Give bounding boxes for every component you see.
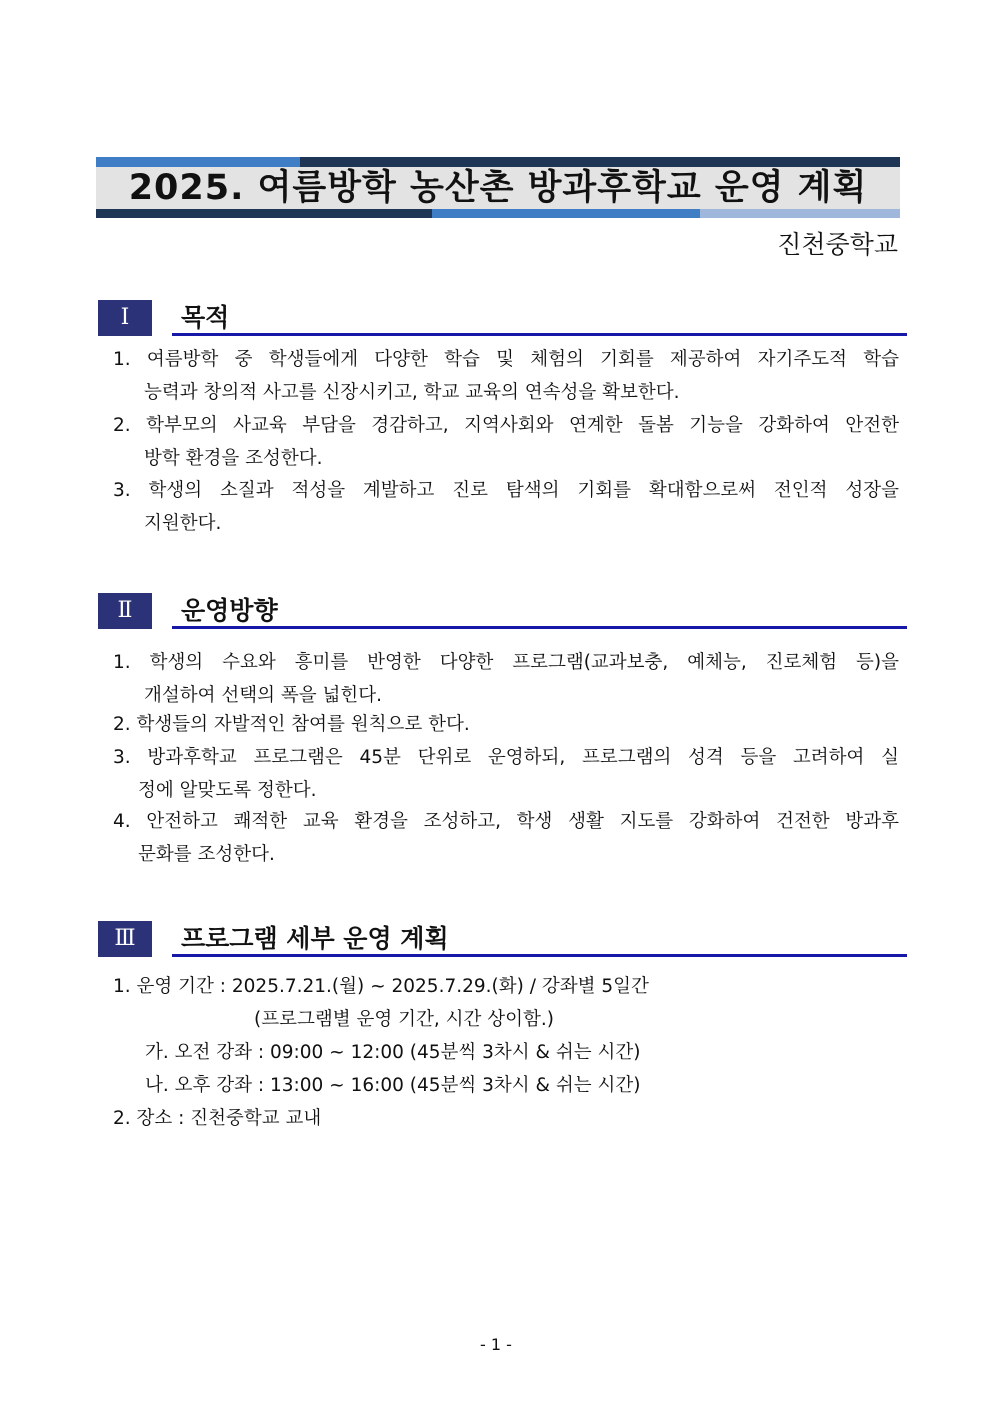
list-item-line: 1. 학생의 수요와 흥미를 반영한 다양한 프로그램(교과보충, 예체능, 진로체험 등)을 bbox=[113, 652, 899, 673]
title-bar-segment bbox=[432, 209, 700, 218]
page-number: - 1 - bbox=[480, 1335, 512, 1354]
title-top-bar bbox=[96, 157, 900, 167]
list-item-line: 4. 안전하고 쾌적한 교육 환경을 조성하고, 학생 생활 지도를 강화하여 건전한 방과후 bbox=[113, 811, 899, 832]
section-numeral: Ⅱ bbox=[98, 593, 152, 629]
school-name: 진천중학교 bbox=[777, 230, 898, 259]
operation-period-note: (프로그램별 운영 기간, 시간 상이함.) bbox=[254, 1009, 554, 1030]
list-item-line: 2. 학부모의 사교육 부담을 경감하고, 지역사회와 연계한 돌봄 기능을 강화하여 안전한 bbox=[113, 415, 899, 436]
title-bar-segment bbox=[96, 209, 432, 218]
afternoon-session: 나. 오후 강좌 : 13:00 ~ 16:00 (45분씩 3차시 & 쉬는 시간) bbox=[145, 1075, 641, 1096]
list-item-line: 방학 환경을 조성한다. bbox=[144, 448, 323, 469]
title-bar-segment bbox=[300, 157, 900, 167]
list-item-line: 2. 학생들의 자발적인 참여를 원칙으로 한다. bbox=[113, 714, 470, 735]
list-item bbox=[113, 646, 899, 712]
section-underline bbox=[172, 954, 907, 957]
list-item bbox=[113, 409, 899, 475]
section-header-1 bbox=[98, 300, 907, 340]
list-item bbox=[113, 708, 899, 741]
section-title: 운영방향 bbox=[181, 596, 278, 625]
list-item-line: 정에 알맞도록 정한다. bbox=[138, 780, 317, 801]
morning-session: 가. 오전 강좌 : 09:00 ~ 12:00 (45분씩 3차시 & 쉬는 시간) bbox=[145, 1042, 641, 1063]
title-bar-segment bbox=[96, 157, 300, 167]
page-title: 2025. 여름방학 농산촌 방과후학교 운영 계획 bbox=[128, 168, 868, 208]
list-item-line: 문화를 조성한다. bbox=[138, 844, 275, 865]
list-item-line: 1. 여름방학 중 학생들에게 다양한 학습 및 체험의 기회를 제공하여 자기주도적 학습 bbox=[113, 349, 899, 370]
section-header-2 bbox=[98, 593, 907, 633]
section-underline bbox=[172, 626, 907, 629]
list-item-line: 3. 학생의 소질과 적성을 계발하고 진로 탐색의 기회를 확대함으로써 전인적 성장을 bbox=[113, 480, 899, 501]
title-bottom-bar bbox=[96, 209, 900, 218]
operation-period: 1. 운영 기간 : 2025.7.21.(월) ~ 2025.7.29.(화) / 강좌별 5일간 bbox=[113, 976, 649, 997]
section-numeral: Ⅰ bbox=[98, 300, 152, 336]
list-item-line: 3. 방과후학교 프로그램은 45분 단위로 운영하되, 프로그램의 성격 등을 고려하여 실 bbox=[113, 747, 899, 768]
title-bar-segment bbox=[700, 209, 900, 218]
list-item bbox=[113, 805, 899, 871]
list-item bbox=[113, 741, 899, 807]
section-title: 목적 bbox=[181, 303, 230, 332]
section-numeral: Ⅲ bbox=[98, 921, 152, 957]
list-item bbox=[113, 474, 899, 540]
list-item-line: 능력과 창의적 사고를 신장시키고, 학교 교육의 연속성을 확보한다. bbox=[144, 382, 680, 403]
section-underline bbox=[172, 333, 907, 336]
place: 2. 장소 : 진천중학교 교내 bbox=[113, 1108, 322, 1129]
list-item bbox=[113, 343, 899, 409]
section-header-3 bbox=[98, 921, 907, 961]
list-item-line: 개설하여 선택의 폭을 넓힌다. bbox=[144, 685, 382, 706]
section-title: 프로그램 세부 운영 계획 bbox=[181, 924, 449, 953]
title-block bbox=[96, 157, 900, 220]
list-item-line: 지원한다. bbox=[144, 513, 222, 534]
